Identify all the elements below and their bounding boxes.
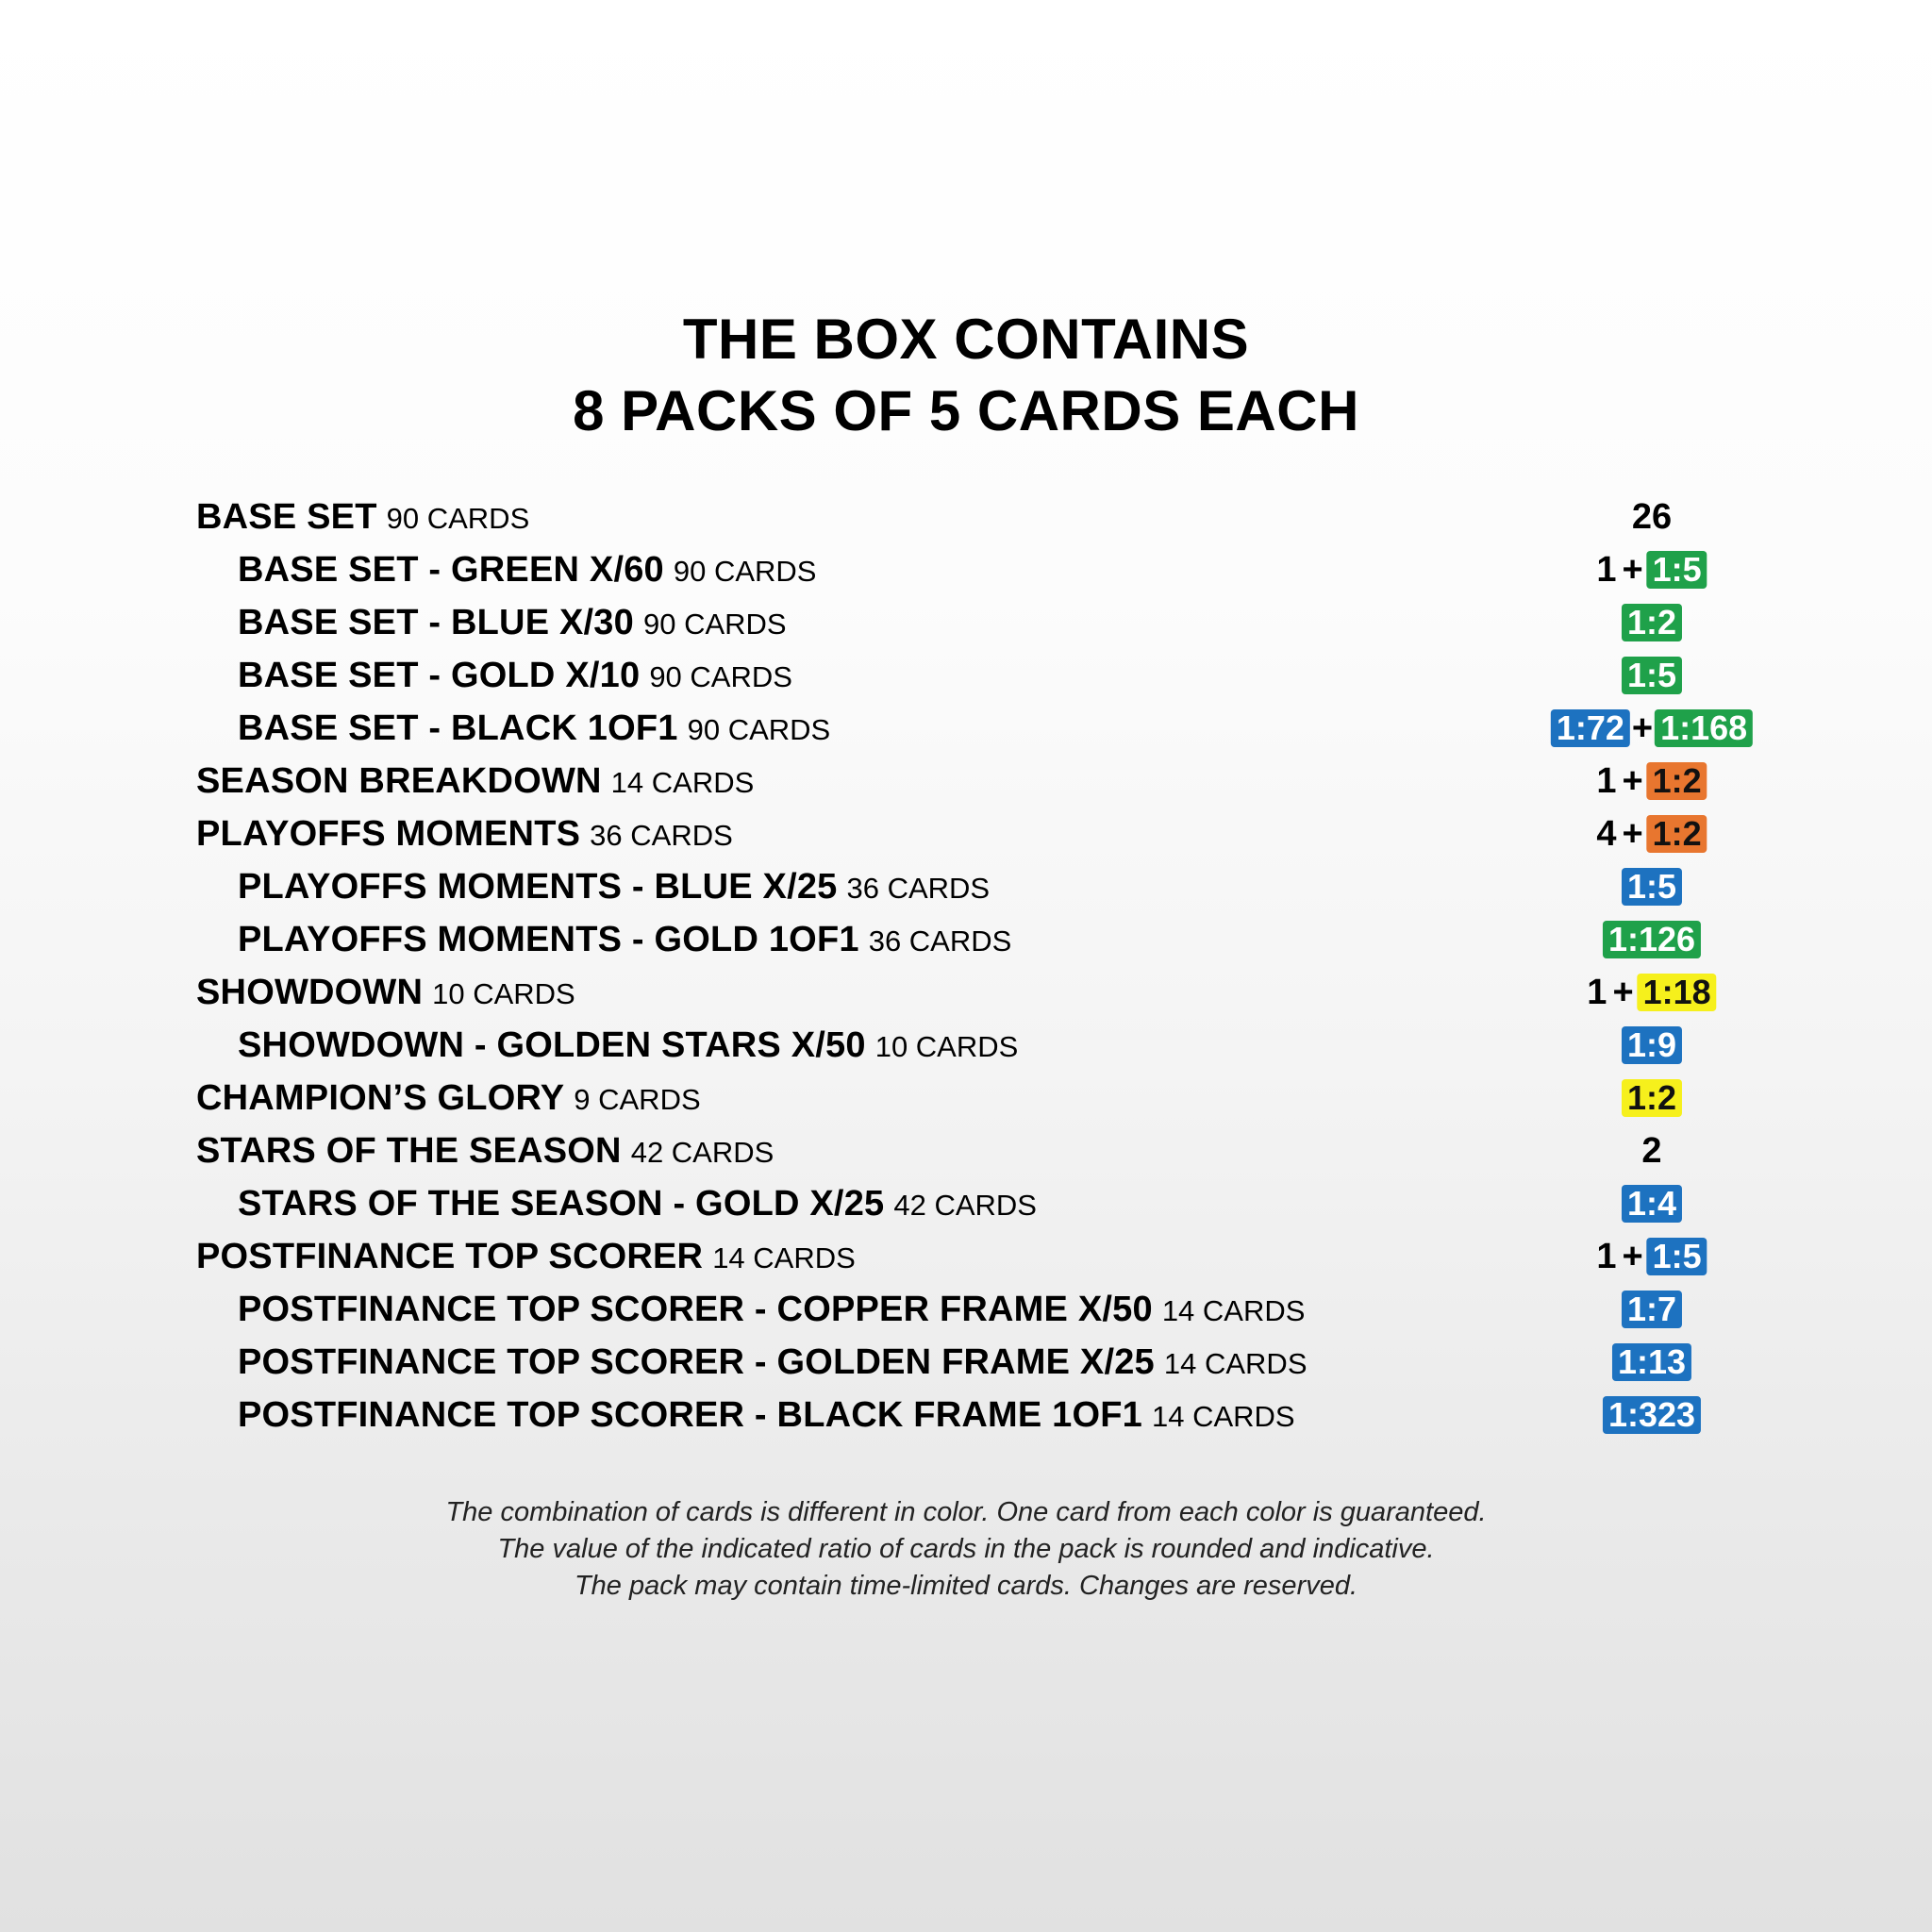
odds-badge-green: 1:2 [1622, 604, 1682, 641]
guaranteed-count: 1 [1596, 1237, 1617, 1276]
card-count: 90 CARDS [642, 608, 787, 641]
odds-badge-green: 1:5 [1647, 551, 1707, 589]
pack-ratio [1641, 1132, 1661, 1170]
plus-sign: + [1622, 1237, 1643, 1276]
footnote-line-2: The value of the indicated ratio of cards in the pack is rounded and indicative. [497, 1534, 1435, 1564]
set-name: STARS OF THE SEASON [196, 1131, 622, 1171]
card-count: 42 CARDS [893, 1189, 1037, 1222]
pack-ratio [1596, 551, 1707, 589]
card-count: 14 CARDS [1161, 1294, 1306, 1327]
card-count: 90 CARDS [386, 502, 530, 535]
pack-ratio [1622, 868, 1682, 906]
set-name: POSTFINANCE TOP SCORER - GOLDEN FRAME X/25 [238, 1342, 1155, 1382]
odds-badge-green: 1:168 [1655, 709, 1753, 747]
row-label [238, 543, 816, 596]
table-row [0, 491, 1932, 543]
page-title [0, 304, 1932, 447]
odds-badge-yellow: 1:2 [1622, 1079, 1682, 1117]
card-count: 14 CARDS [1151, 1400, 1295, 1433]
row-label [196, 1124, 774, 1177]
row-label [196, 755, 754, 808]
card-count: 90 CARDS [673, 555, 817, 588]
row-label [196, 491, 529, 543]
pack-ratio [1612, 1343, 1691, 1381]
plus-sign: + [1622, 814, 1643, 854]
guaranteed-count: 1 [1596, 761, 1617, 801]
set-name: PLAYOFFS MOMENTS - GOLD 1OF1 [238, 920, 859, 959]
row-label [238, 1389, 1295, 1441]
row-label [238, 1177, 1037, 1230]
title-line-1: THE BOX CONTAINS [682, 308, 1250, 371]
card-count: 14 CARDS [1163, 1347, 1307, 1380]
plus-sign: + [1631, 708, 1654, 748]
pack-ratio [1632, 498, 1672, 536]
table-row [0, 755, 1932, 808]
card-count: 10 CARDS [874, 1030, 1019, 1063]
pack-ratio [1596, 815, 1707, 853]
guaranteed-count: 26 [1631, 497, 1673, 537]
row-label [238, 649, 792, 702]
pack-ratio [1622, 604, 1682, 641]
pack-ratio [1622, 1291, 1682, 1328]
footnote-line-1: The combination of cards is different in color. One card from each color is guaranteed. [445, 1497, 1487, 1527]
row-label [238, 1336, 1307, 1389]
odds-badge-blue: 1:72 [1551, 709, 1630, 747]
guaranteed-count: 1 [1596, 550, 1617, 590]
set-name: SHOWDOWN - GOLDEN STARS X/50 [238, 1025, 866, 1065]
row-label [238, 1283, 1305, 1336]
row-label [238, 1019, 1018, 1072]
plus-sign: + [1622, 761, 1643, 801]
table-row [0, 1072, 1932, 1124]
pack-ratio [1551, 709, 1753, 747]
table-row [0, 1230, 1932, 1283]
set-name: PLAYOFFS MOMENTS - BLUE X/25 [238, 867, 838, 907]
set-name: BASE SET - BLACK 1OF1 [238, 708, 678, 748]
table-row [0, 1124, 1932, 1177]
odds-badge-blue: 1:5 [1647, 1238, 1707, 1275]
pack-ratio [1596, 762, 1707, 800]
set-name: SEASON BREAKDOWN [196, 761, 602, 801]
set-name: BASE SET - GOLD X/10 [238, 656, 641, 695]
card-count: 90 CARDS [687, 713, 831, 746]
set-name: SHOWDOWN [196, 973, 424, 1012]
plus-sign: + [1612, 973, 1634, 1012]
card-count: 14 CARDS [712, 1241, 856, 1274]
table-row [0, 966, 1932, 1019]
odds-badge-blue: 1:9 [1622, 1026, 1682, 1064]
footnote [0, 1494, 1932, 1605]
card-count: 36 CARDS [868, 924, 1012, 958]
card-count: 14 CARDS [610, 766, 755, 799]
table-row [0, 596, 1932, 649]
row-label [238, 702, 830, 755]
pack-ratio [1622, 1185, 1682, 1223]
set-name: BASE SET [196, 497, 377, 537]
row-label [196, 966, 575, 1019]
set-name: POSTFINANCE TOP SCORER - BLACK FRAME 1OF1 [238, 1395, 1142, 1435]
set-name: STARS OF THE SEASON - GOLD X/25 [238, 1184, 885, 1224]
set-name: PLAYOFFS MOMENTS [196, 814, 581, 854]
table-row [0, 1177, 1932, 1230]
card-count: 90 CARDS [649, 660, 792, 693]
set-name: BASE SET - GREEN X/60 [238, 550, 664, 590]
odds-badge-green: 1:126 [1603, 921, 1701, 958]
plus-sign: + [1622, 550, 1643, 590]
card-count: 36 CARDS [590, 819, 733, 852]
odds-badge-green: 1:5 [1622, 657, 1682, 694]
row-label [196, 808, 733, 860]
guaranteed-count: 1 [1587, 973, 1607, 1012]
row-label [196, 1072, 701, 1124]
odds-badge-blue: 1:13 [1612, 1343, 1691, 1381]
set-name: BASE SET - BLUE X/30 [238, 603, 634, 642]
set-name: POSTFINANCE TOP SCORER [196, 1237, 704, 1276]
pack-ratio [1596, 1238, 1707, 1275]
row-label [238, 913, 1011, 966]
table-row [0, 1336, 1932, 1389]
odds-badge-orange: 1:2 [1647, 815, 1707, 853]
odds-badge-orange: 1:2 [1647, 762, 1707, 800]
set-name: POSTFINANCE TOP SCORER - COPPER FRAME X/50 [238, 1290, 1153, 1329]
set-name: CHAMPION’S GLORY [196, 1078, 565, 1118]
title-line-2: 8 PACKS OF 5 CARDS EACH [573, 379, 1359, 442]
pack-ratio [1603, 1396, 1701, 1434]
card-count: 36 CARDS [846, 872, 991, 905]
card-count: 9 CARDS [574, 1083, 701, 1116]
guaranteed-count: 2 [1641, 1131, 1662, 1171]
card-count: 10 CARDS [432, 977, 575, 1010]
card-odds-table [0, 491, 1932, 1441]
row-label [238, 860, 990, 913]
odds-badge-blue: 1:4 [1622, 1185, 1682, 1223]
pack-ratio [1622, 1026, 1682, 1064]
table-row [0, 649, 1932, 702]
table-row [0, 1389, 1932, 1441]
guaranteed-count: 4 [1596, 814, 1617, 854]
odds-badge-blue: 1:323 [1603, 1396, 1701, 1434]
table-row [0, 543, 1932, 596]
table-row [0, 913, 1932, 966]
table-row [0, 808, 1932, 860]
table-row [0, 1019, 1932, 1072]
pack-ratio [1603, 921, 1701, 958]
odds-badge-yellow: 1:18 [1638, 974, 1717, 1011]
row-label [196, 1230, 856, 1283]
footnote-line-3: The pack may contain time-limited cards. Changes are reserved. [574, 1571, 1358, 1601]
table-row [0, 1283, 1932, 1336]
card-count: 42 CARDS [630, 1136, 774, 1169]
pack-ratio [1622, 1079, 1682, 1117]
table-row [0, 860, 1932, 913]
odds-badge-blue: 1:7 [1622, 1291, 1682, 1328]
pack-ratio [1587, 974, 1716, 1011]
odds-badge-blue: 1:5 [1622, 868, 1682, 906]
pack-ratio [1622, 657, 1682, 694]
table-row [0, 702, 1932, 755]
row-label [238, 596, 787, 649]
